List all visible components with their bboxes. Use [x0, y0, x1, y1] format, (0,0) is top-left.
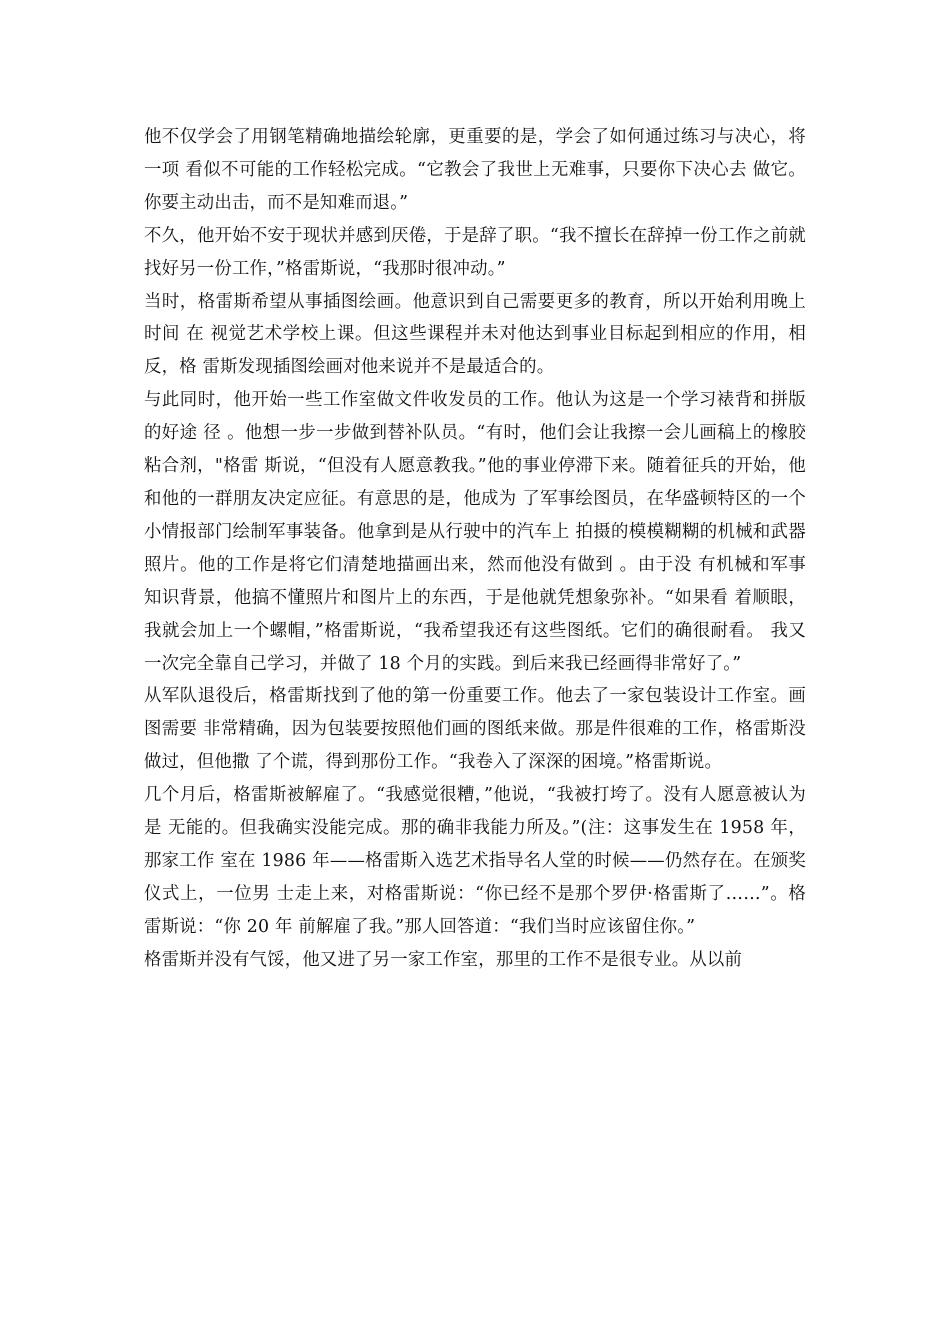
paragraph-6: 几个月后，格雷斯被解雇了。“我感觉很糟，”他说，“我被打垮了。没有人愿意被认为是 无能的。但我确实没能完成。那的确非我能力所及。”(注：这事发生在 1958 年，那家工作 室在 1986 年——格雷斯入选艺术指导名人堂的时候——仍然存在。在颁奖仪式上，一位男 士走上来，对格雷斯说：“你已经不是那个罗伊·格雷斯了……”。格雷斯说：“你 20 年 前解雇了我。”那人回答道：“我们当时应该留住你。” [144, 785, 806, 937]
paragraph-7: 格雷斯并没有气馁，他又进了另一家工作室，那里的工作不是很专业。从以前 [144, 949, 743, 970]
paragraph-4: 与此同时，他开始一些工作室做文件收发员的工作。他认为这是一个学习裱背和拼版的好途 径 。他想一步一步做到替补队员。“有时，他们会让我擦一会儿画稿上的橡胶粘合剂，"格雷 斯说，“但没有人愿意教我。”他的事业停滞下来。随着征兵的开始，他和他的一群朋友决定应征。有意思的是，他成为 了军事绘图员，在华盛顿特区的一个小情报部门绘制军事装备。他拿到是从行驶中的汽车上 拍摄的模模糊糊的机械和武器照片。他的工作是将它们清楚地描画出来，然而他没有做到 。由于没 有机械和军事知识背景，他搞不懂照片和图片上的东西，于是他就凭想象弥补。“如果看 着顺眼，我就会加上一个螺帽，”格雷斯说，“我希望我还有这些图纸。它们的确很耐看。 我又一次完全靠自己学习，并做了 18 个月的实践。到后来我已经画得非常好了。” [144, 390, 806, 674]
document-body [144, 121, 806, 977]
paragraph-3: 当时，格雷斯希望从事插图绘画。他意识到自己需要更多的教育，所以开始利用晚上时间 在 视觉艺术学校上课。但这些课程并未对他达到事业目标起到相应的作用，相反，格 雷斯发现插图绘画对他来说并不是最适合的。 [144, 291, 806, 378]
paragraph-5: 从军队退役后，格雷斯找到了他的第一份重要工作。他去了一家包装设计工作室。画图需要 非常精确，因为包装要按照他们画的图纸来做。那是件很难的工作，格雷斯没做过，但他撒 了个谎，得到那份工作。“我卷入了深深的困境。”格雷斯说。 [144, 686, 806, 773]
paragraph-2: 不久，他开始不安于现状并感到厌倦，于是辞了职。“我不擅长在辞掉一份工作之前就 找好另一份工作，”格雷斯说，“我那时很冲动。” [144, 225, 806, 279]
paragraph-1: 他不仅学会了用钢笔精确地描绘轮廓，更重要的是，学会了如何通过练习与决心，将一项 看似不可能的工作轻松完成。“它教会了我世上无难事，只要你下决心去 做它。你要主动出击，而不是知难而退。” [144, 127, 806, 213]
